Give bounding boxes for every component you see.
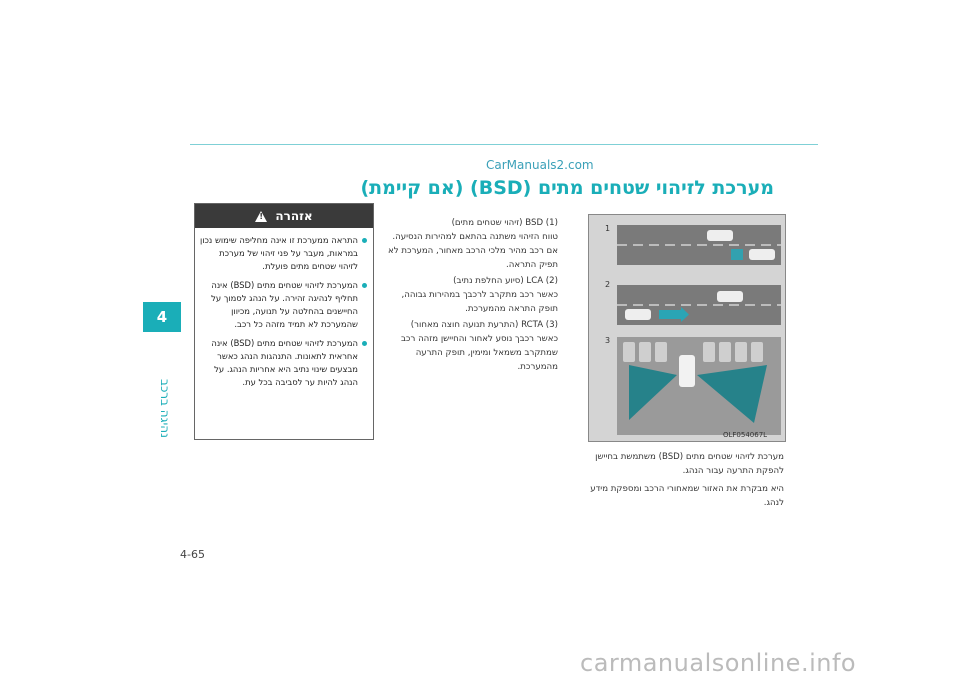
car-icon: [707, 230, 733, 241]
watermark: CarManuals2.com: [486, 158, 594, 172]
warning-header: [195, 204, 373, 228]
bsd-illustration: [588, 214, 786, 442]
figure-caption: [588, 450, 784, 514]
section-title: מערכת לזיהוי שטחים מתים (BSD) (אם קיימת): [360, 177, 774, 199]
bullet-icon: [362, 341, 367, 346]
list-item-body: כאשר רכבך נוסע לאחור והחיישן מזהה רכב שמתקרב משמאל ומימין, תופק התרעה מהמערכת.: [400, 334, 558, 372]
arrow-icon: [659, 310, 681, 319]
bsd-diagram: [589, 215, 785, 441]
top-rule: [190, 144, 818, 145]
list-item-heading: (3) RCTA (התרעת תנועה חוצה מאחור): [410, 320, 558, 330]
feature-list: [386, 214, 558, 376]
figure-label: 1: [605, 224, 611, 233]
site-footer: carmanualsonline.info: [580, 649, 857, 677]
warning-item: התראה ממערכת זו אינה מחליפה שימוש נכון במראות, מעבר על פני זיהוי של מערכת לזיהוי שטחים מתים פועלת.: [199, 234, 367, 273]
warning-box: [194, 203, 374, 440]
figure-label: 3: [605, 336, 611, 345]
bullet-icon: [362, 283, 367, 288]
chapter-label: נהיגה ברכב: [158, 379, 172, 438]
page-number: 4-65: [180, 548, 205, 561]
chapter-number: 4: [143, 302, 181, 332]
car-icon: [717, 291, 743, 302]
bullet-icon: [362, 238, 367, 243]
warning-heading: אזהרה: [275, 209, 313, 223]
car-icon: [679, 355, 695, 387]
caption-paragraph: מערכת לזיהוי שטחים מתים (BSD) משתמשת בחיישן להפקת התרעה עבור הנהג.: [595, 452, 784, 476]
figure-code: OLF054067L: [723, 431, 768, 439]
warning-item: המערכת לזיהוי שטחים מתים (BSD) אינה אחראית לתאונות. התנהגות הנהג כאשר מבצעים שינוי נתיב היא אחריות הנהג. על הנהג להיות ער לסביבה בכל עת.: [199, 337, 367, 389]
list-item-body: טווח הזיהוי משתנה בהתאם למהירות הנסיעה. אם רכב מהיר מלכי הרכב מאחור, המערכת לא תפיק התראה.: [388, 232, 558, 270]
list-item-heading: (2) LCA (סיוע החלפת נתיב): [453, 276, 558, 286]
car-icon: [625, 309, 651, 320]
list-item-body: כאשר רכב מתקרב לרכבך במהירות גבוהה, תופק התראה מהמערכת.: [401, 290, 558, 314]
list-item-heading: (1) BSD (זיהוי שטחים מתים): [451, 218, 558, 228]
warning-item: המערכת לזיהוי שטחים מתים (BSD) אינה תחליף לנהיגה זהירה. על הנהג לסמוך על החיישנים בהחלטה על תנועה, מכיוון שהמערכת לא תמיד מזהה כל רכב.: [199, 279, 367, 331]
caption-paragraph: היא מבקרת את האזור שמאחורי הרכב ומספקת מידע לנהג.: [590, 484, 784, 508]
figure-label: 2: [605, 280, 611, 289]
warning-icon: !: [255, 211, 267, 222]
car-icon: [749, 249, 775, 260]
